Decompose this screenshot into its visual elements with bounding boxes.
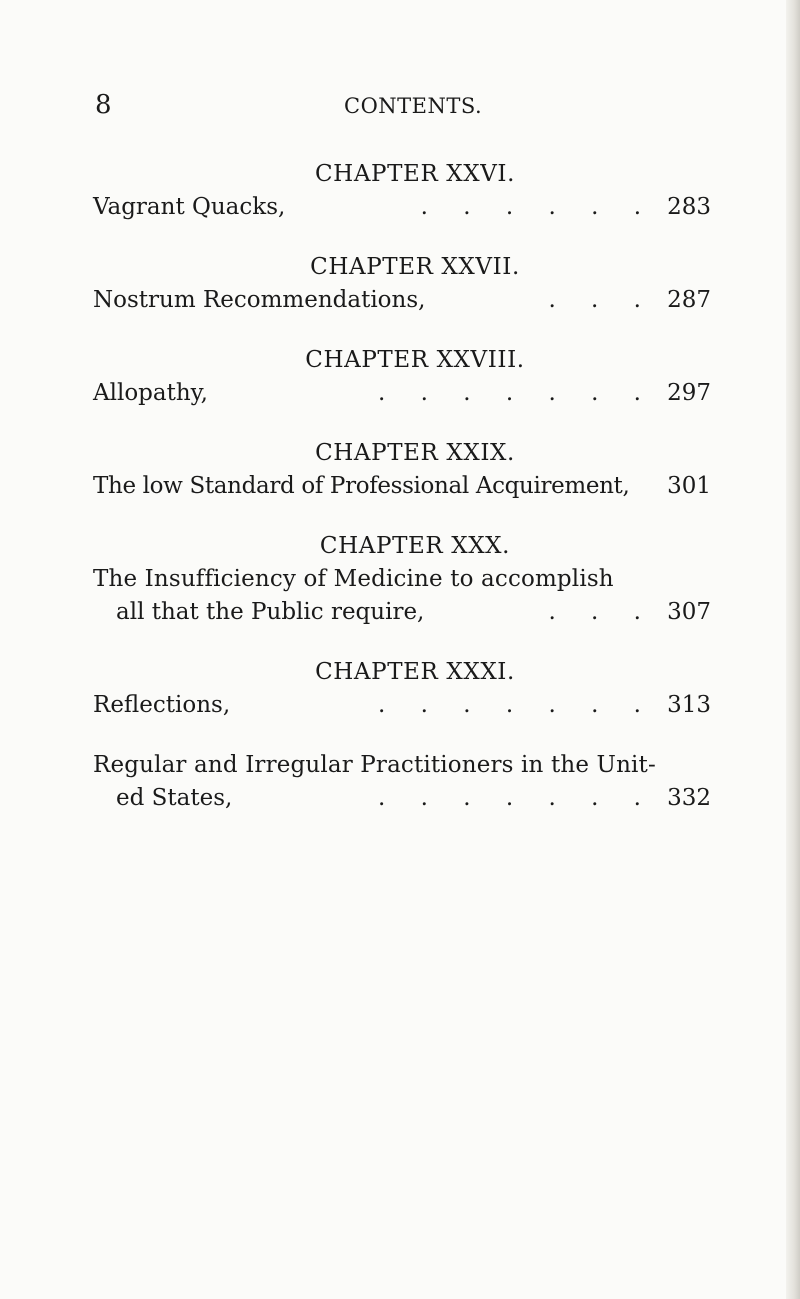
page-header (0, 90, 800, 120)
entry-page-number: 287 (667, 287, 711, 313)
chapter-heading: CHAPTER XXXI. (315, 659, 515, 685)
page-number: 8 (95, 90, 112, 120)
entry-title: Allopathy, (93, 380, 208, 406)
chapter-heading: CHAPTER XXVIII. (305, 347, 525, 373)
leader-dots: . . . . . . (420, 194, 641, 220)
leader-dots: . . . (548, 287, 641, 313)
entry-page-number: 283 (667, 194, 711, 220)
entry-page-number: 301 (667, 473, 711, 499)
toc-entry (93, 377, 711, 410)
chapter-heading: CHAPTER XXX. (319, 533, 511, 559)
entry-title: Vagrant Quacks, (93, 194, 286, 220)
entry-title-line-2: all that the Public require, (116, 599, 425, 625)
entry-page-number: 332 (667, 785, 711, 811)
toc-entry (93, 470, 711, 503)
entry-title-line-2: ed States, (116, 785, 233, 811)
chapter-heading: CHAPTER XXVII. (310, 254, 520, 280)
toc-entry (93, 563, 711, 629)
entry-page-number: 297 (667, 380, 711, 406)
leader-dots: . . . . . . . (377, 380, 641, 406)
entry-title-line-1: Regular and Irregular Practitioners in the Unit- (93, 752, 656, 778)
entry-title-line-2-row (93, 782, 711, 815)
table-of-contents (93, 158, 711, 842)
entry-title: The low Standard of Professional Acquirement, (93, 473, 630, 499)
entry-title: Nostrum Recommendations, (93, 287, 426, 313)
page-edge (786, 0, 800, 1299)
leader-dots: . . . (548, 599, 641, 625)
entry-title: Reflections, (93, 692, 231, 718)
chapter-heading: CHAPTER XXVI. (314, 161, 516, 187)
toc-entry (93, 191, 711, 224)
leader-dots: . . . . . . . (377, 785, 641, 811)
entry-title-line-2-row (93, 596, 711, 629)
entry-page-number: 313 (667, 692, 711, 718)
leader-dots: . . . . . . . (377, 692, 641, 718)
toc-entry (93, 749, 711, 815)
entry-title-line-1: The Insufficiency of Medicine to accomplish (93, 566, 614, 592)
entry-page-number: 307 (667, 599, 711, 625)
toc-entry (93, 284, 711, 317)
toc-entry (93, 689, 711, 722)
running-title: CONTENTS. (344, 94, 483, 118)
chapter-heading: CHAPTER XXIX. (315, 440, 515, 466)
